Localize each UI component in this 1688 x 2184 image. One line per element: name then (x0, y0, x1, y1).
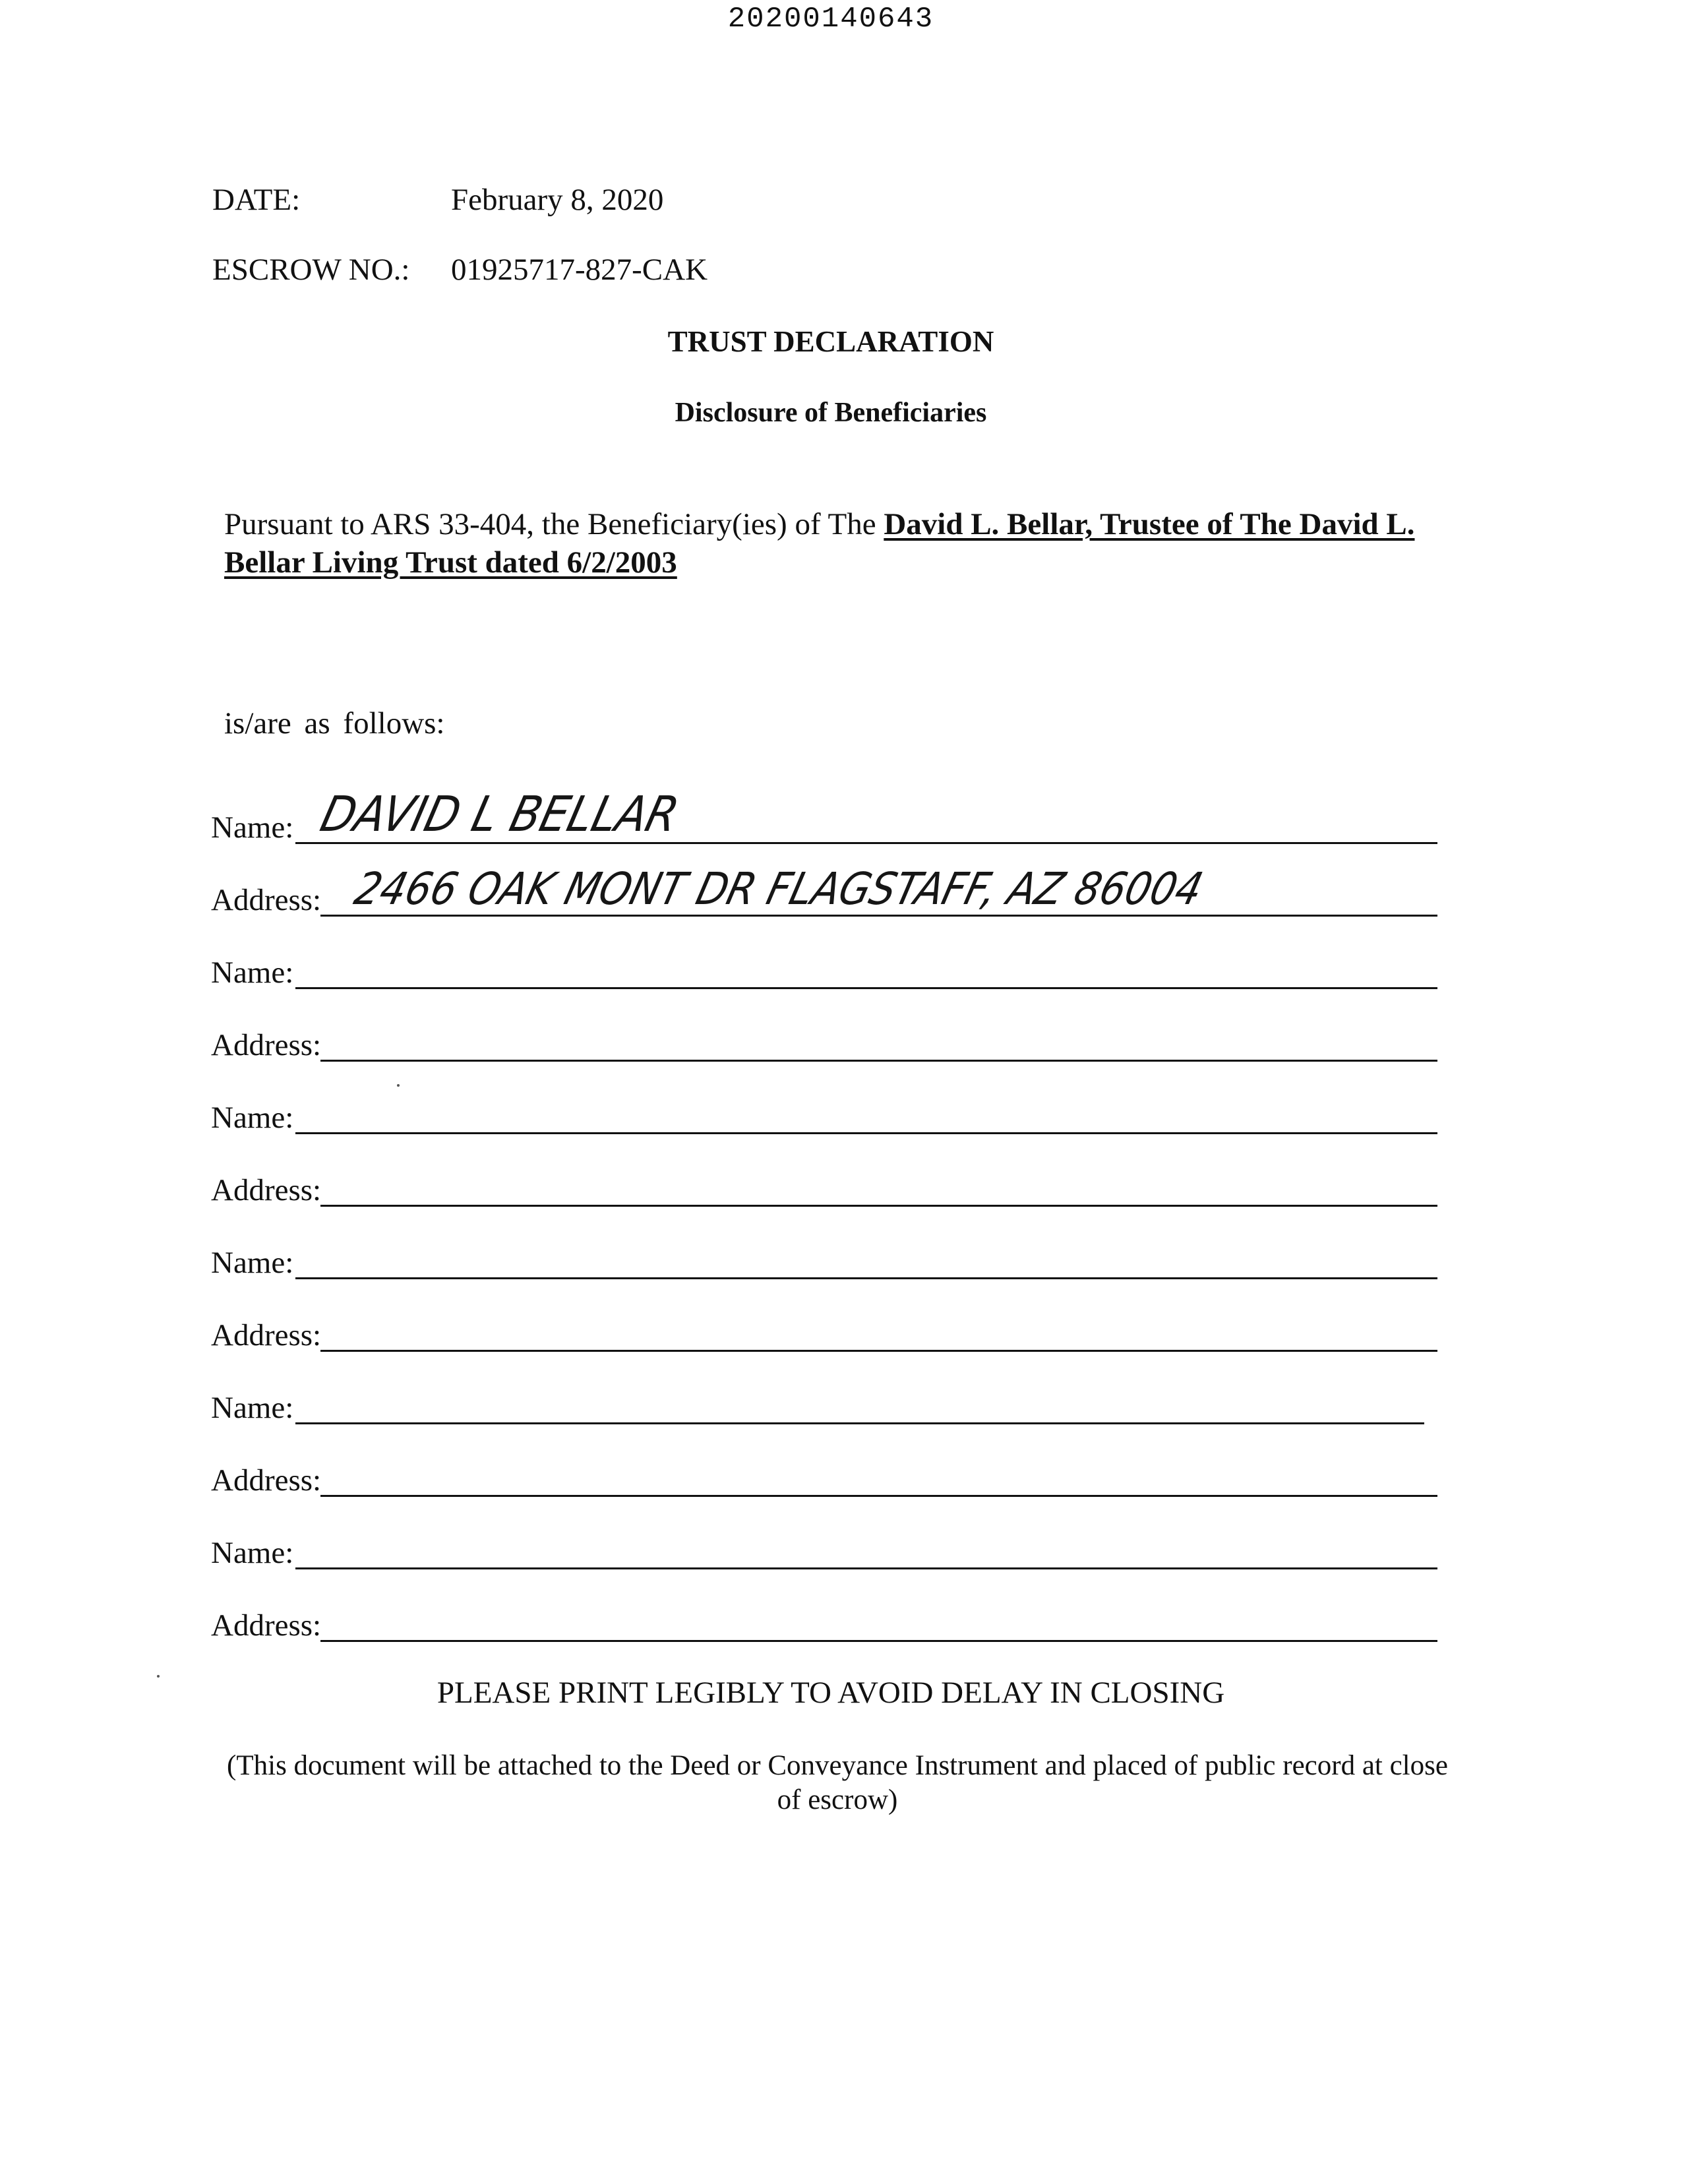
address-underline (320, 1640, 1437, 1642)
beneficiary-1-address: 2466 OAK MONT DR FLAGSTAFF, AZ 86004 (349, 863, 1208, 915)
document-subtitle: Disclosure of Beneficiaries (675, 398, 987, 428)
closing-note: PLEASE PRINT LEGIBLY TO AVOID DELAY IN CLOSING (437, 1676, 1225, 1710)
name-label: Name: (211, 1101, 294, 1135)
date-label: DATE: (212, 183, 301, 217)
name-underline (295, 1567, 1437, 1569)
address-label: Address: (211, 1173, 322, 1207)
address-underline (320, 1350, 1437, 1352)
name-label: Name: (211, 1536, 294, 1570)
beneficiary-2-name-field[interactable] (211, 951, 1437, 994)
beneficiary-5-address-field[interactable] (211, 1459, 1437, 1502)
beneficiary-3-name-field[interactable] (211, 1096, 1437, 1139)
beneficiary-4-address-field[interactable] (211, 1314, 1437, 1357)
intro-text: Pursuant to ARS 33-404, the Beneficiary(ies) of The (224, 507, 884, 541)
intro-paragraph (224, 505, 1451, 582)
beneficiary-2-address-field[interactable] (211, 1023, 1437, 1067)
address-underline (320, 1495, 1437, 1497)
beneficiary-3-address-field[interactable] (211, 1168, 1437, 1212)
beneficiary-4-name-field[interactable] (211, 1241, 1437, 1285)
name-underline (295, 1422, 1424, 1424)
document-title: TRUST DECLARATION (667, 325, 994, 358)
escrow-row (212, 252, 708, 288)
name-underline (295, 1277, 1437, 1279)
beneficiary-1-address-field[interactable] (211, 863, 1437, 922)
name-label: Name: (211, 1391, 294, 1425)
address-label: Address: (211, 883, 322, 917)
beneficiary-1-name: DAVID L BELLAR (315, 785, 684, 843)
beneficiary-6-address-field[interactable] (211, 1604, 1437, 1647)
beneficiary-6-name-field[interactable] (211, 1531, 1437, 1575)
escrow-number: 01925717-827-CAK (451, 253, 708, 287)
footer-note: (This document will be attached to the Deed or Conveyance Instrument and placed of public record at close of escrow) (227, 1750, 1448, 1815)
address-label: Address: (211, 1608, 322, 1643)
address-label: Address: (211, 1028, 322, 1062)
recording-number: 20200140643 (727, 3, 934, 36)
beneficiary-5-name-field[interactable] (211, 1386, 1424, 1430)
name-underline (295, 1132, 1437, 1134)
date-value: February 8, 2020 (451, 183, 664, 217)
name-label: Name: (211, 810, 294, 845)
escrow-label: ESCROW NO.: (212, 253, 410, 287)
address-label: Address: (211, 1318, 322, 1352)
beneficiary-1-name-field[interactable] (211, 785, 1437, 849)
address-underline (320, 1205, 1437, 1207)
scan-speck (397, 1084, 400, 1087)
name-underline (295, 987, 1437, 989)
scan-speck (157, 1675, 160, 1678)
name-label: Name: (211, 1246, 294, 1280)
name-label: Name: (211, 956, 294, 990)
trust-name: David L. Bellar, Trustee of The David L. Bellar Living Trust dated 6/2/2003 (224, 507, 1415, 580)
follows-text: is/are as follows: (224, 706, 445, 741)
address-underline (320, 1060, 1437, 1062)
address-label: Address: (211, 1463, 322, 1498)
date-row (212, 182, 663, 218)
